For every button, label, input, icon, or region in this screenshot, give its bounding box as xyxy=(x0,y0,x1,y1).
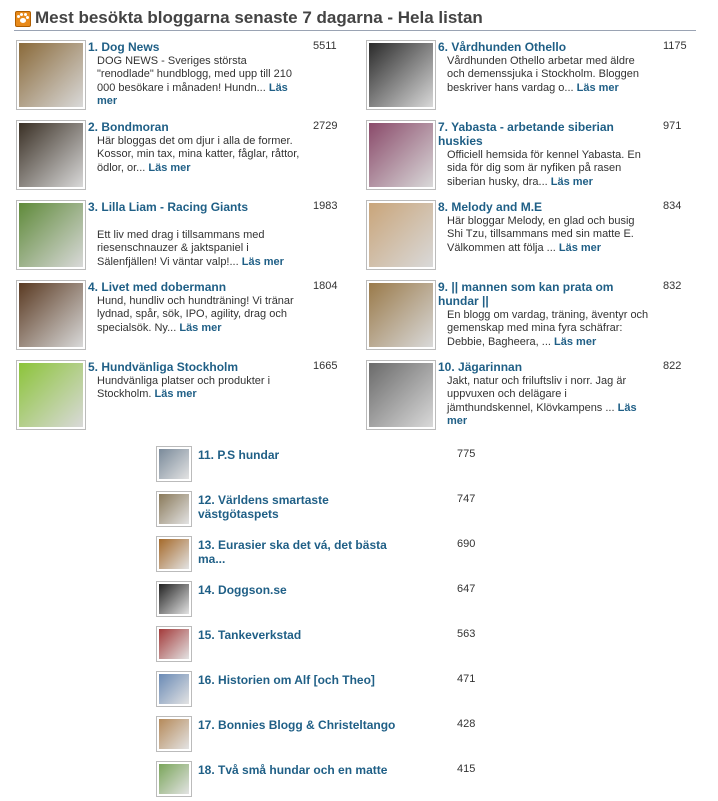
list-item xyxy=(156,538,496,576)
rank-number: 11. xyxy=(198,448,215,462)
blog-title-link[interactable] xyxy=(198,673,408,687)
shih-tzu-thumbnail[interactable] xyxy=(366,200,436,270)
blog-description: Hund, hundliv och hundträning! Vi tränar lydnad, spår, sök, IPO, agility, drag och specialsök. Ny... Läs mer xyxy=(97,295,294,334)
blog-description: Hundvänliga platser och produkter i Stockholm. Läs mer xyxy=(97,375,271,401)
woman-with-husky-thumbnail[interactable] xyxy=(366,120,436,190)
read-more-link[interactable]: Läs mer xyxy=(179,321,222,334)
read-more-link[interactable]: Läs mer xyxy=(154,388,197,401)
blog-title-link[interactable] xyxy=(88,120,300,134)
read-more-link[interactable]: Läs mer xyxy=(576,81,619,94)
blog-description: En blogg om vardag, träning, äventyr och gemenskap med mina fyra schäfrar: Debbie, Bagheera, ... Läs mer xyxy=(447,309,649,348)
blog-card xyxy=(16,200,356,276)
visit-count: 415 xyxy=(457,763,476,775)
blog-name[interactable]: Dog News xyxy=(101,40,160,54)
visit-count: 1175 xyxy=(663,40,687,52)
blog-description: Officiell hemsida för kennel Yabasta. En sida för dig som är nyfiken på rasen siberian husky, dra... Läs mer xyxy=(447,149,641,188)
rank-number: 3. xyxy=(88,200,99,214)
read-more-link[interactable]: Läs mer xyxy=(550,175,593,188)
blog-title-link[interactable] xyxy=(198,583,408,597)
list-item xyxy=(156,583,496,621)
blog-title-link[interactable] xyxy=(88,360,300,374)
read-more-link[interactable]: Läs mer xyxy=(148,161,191,174)
doggson-logo-thumbnail[interactable] xyxy=(156,581,192,617)
blog-name[interactable]: P.S hundar xyxy=(217,448,280,462)
blog-title-link[interactable] xyxy=(198,448,408,462)
blog-description: Här bloggas det om djur i alla de former. Kossor, min tax, mina katter, fåglar, råttor, ödlor, or... Läs mer xyxy=(97,135,300,174)
blog-title-link[interactable] xyxy=(88,40,300,54)
list-item xyxy=(156,673,496,711)
blog-name[interactable]: Historien om Alf [och Theo] xyxy=(218,673,375,687)
blog-name[interactable]: Yabasta - arbetande siberian huskies xyxy=(438,120,614,148)
rank-number: 2. xyxy=(88,120,99,134)
rank-number: 6. xyxy=(438,40,449,54)
visit-count: 5511 xyxy=(313,40,337,52)
blog-title-link[interactable] xyxy=(88,280,300,294)
visit-count: 690 xyxy=(457,538,476,550)
read-more-link[interactable]: Läs mer xyxy=(241,255,284,268)
rank-number: 18. xyxy=(198,763,215,777)
rank-number: 8. xyxy=(438,200,449,214)
blog-name[interactable]: Eurasier ska det vá, det bästa ma... xyxy=(198,538,387,566)
list-item xyxy=(156,763,496,801)
blog-card xyxy=(366,200,706,276)
blog-description: Här bloggar Melody, en glad och busig Shi Tzu, tillsammans med sin matte E. Välkommen att följa ... Läs mer xyxy=(447,215,635,254)
blog-card xyxy=(366,280,706,356)
border-collie-thumbnail[interactable] xyxy=(366,40,436,110)
read-more-link[interactable]: Läs mer xyxy=(97,81,288,108)
visit-count: 822 xyxy=(663,360,682,372)
rank-number: 15. xyxy=(198,628,215,642)
blog-card xyxy=(16,280,356,356)
dogs-running-grass-thumbnail[interactable] xyxy=(16,200,86,270)
blog-title-link[interactable] xyxy=(198,538,408,566)
rank-number: 14. xyxy=(198,583,215,597)
blog-card xyxy=(366,120,706,196)
blog-title-link[interactable] xyxy=(438,120,650,148)
blog-card xyxy=(16,40,356,116)
blog-description: Jakt, natur och friluftsliv i norr. Jag är uppvuxen och delägare i jämthundskennel, Klövkampens ... Läs mer xyxy=(447,375,637,428)
blog-name[interactable]: Livet med dobermann xyxy=(101,280,227,294)
group-photo-thumbnail[interactable] xyxy=(156,446,192,482)
blog-name[interactable]: Två små hundar och en matte xyxy=(218,763,388,777)
page-header xyxy=(14,8,696,31)
german-shepherd-ball-thumbnail[interactable] xyxy=(366,280,436,350)
rank-number: 16. xyxy=(198,673,215,687)
blog-name[interactable]: Doggson.se xyxy=(218,583,287,597)
blog-name[interactable]: Melody and M.E xyxy=(451,200,543,214)
paw-icon xyxy=(15,11,31,27)
blog-name[interactable]: Vårdhunden Othello xyxy=(451,40,567,54)
blog-title-link[interactable] xyxy=(438,40,650,54)
blog-title-link[interactable] xyxy=(198,763,408,777)
rank-number: 10. xyxy=(438,360,455,374)
blog-title-link[interactable] xyxy=(198,493,408,521)
blog-description: Ett liv med drag i tillsammans med riesenschnauzer & jaktspaniel i Sälenfjällen! Vi väntar valp!... Läs mer xyxy=(97,229,284,268)
blog-title-link[interactable] xyxy=(438,280,650,308)
dog-and-cat-thumbnail[interactable] xyxy=(16,120,86,190)
dog-brown-puppy-thumbnail[interactable] xyxy=(16,40,86,110)
blog-name[interactable]: Världens smartaste västgötaspets xyxy=(198,493,329,521)
read-more-link[interactable]: Läs mer xyxy=(447,401,637,428)
rank-number: 7. xyxy=(438,120,449,134)
blog-name[interactable]: Hundvänliga Stockholm xyxy=(101,360,239,374)
list-item xyxy=(156,718,496,756)
rank-number: 12. xyxy=(198,493,215,507)
blog-card xyxy=(16,120,356,196)
visit-count: 563 xyxy=(457,628,476,640)
blog-name[interactable]: Tankeverkstad xyxy=(218,628,302,642)
eurasier-dogs-thumbnail[interactable] xyxy=(156,536,192,572)
visit-count: 832 xyxy=(663,280,682,292)
blog-card xyxy=(366,40,706,116)
dog-outdoor-thumbnail[interactable] xyxy=(156,716,192,752)
visit-count: 428 xyxy=(457,718,476,730)
list-item xyxy=(156,493,496,531)
visit-count: 971 xyxy=(663,120,682,132)
blog-name[interactable]: Bondmoran xyxy=(101,120,169,134)
read-more-link[interactable]: Läs mer xyxy=(554,335,597,348)
blog-title-link[interactable] xyxy=(198,718,408,732)
small-dog-thumbnail[interactable] xyxy=(156,491,192,527)
rank-number: 17. xyxy=(198,718,215,732)
blog-name[interactable]: Jägarinnan xyxy=(458,360,523,374)
visit-count: 471 xyxy=(457,673,476,685)
hundvanliga-logo-thumbnail[interactable] xyxy=(16,360,86,430)
rank-number: 9. xyxy=(438,280,449,294)
blog-card xyxy=(16,360,356,436)
rank-number: 4. xyxy=(88,280,99,294)
visit-count: 1804 xyxy=(313,280,338,292)
two-small-dogs-thumbnail[interactable] xyxy=(156,761,192,797)
visit-count: 834 xyxy=(663,200,682,212)
rank-number: 1. xyxy=(88,40,99,54)
list-item xyxy=(156,448,496,486)
blog-name[interactable]: || mannen som kan prata om hundar || xyxy=(438,280,614,308)
jamthund-thumbnail[interactable] xyxy=(366,360,436,430)
visit-count: 775 xyxy=(457,448,476,460)
blog-title-link[interactable] xyxy=(198,628,408,642)
blog-title-link[interactable] xyxy=(438,200,650,214)
visit-count: 2729 xyxy=(313,120,338,132)
list-item xyxy=(156,628,496,666)
blog-name[interactable]: Lilla Liam - Racing Giants xyxy=(101,200,249,214)
visit-count: 747 xyxy=(457,493,476,505)
blog-name[interactable]: Bonnies Blogg & Christeltango xyxy=(218,718,396,732)
dobermann-head-thumbnail[interactable] xyxy=(16,280,86,350)
dog-jumping-thumbnail[interactable] xyxy=(156,671,192,707)
read-more-link[interactable]: Läs mer xyxy=(558,241,602,254)
rank-number: 5. xyxy=(88,360,99,374)
blog-description: DOG NEWS - Sveriges största "renodlade" hundblogg, med upp till 210 000 besökare i månaden! Hundn... Läs mer xyxy=(97,55,292,108)
visit-count: 647 xyxy=(457,583,476,595)
blog-card xyxy=(366,360,706,436)
blog-title-link[interactable] xyxy=(88,200,300,214)
page-title: Mest besökta bloggarna senaste 7 dagarna - Hela listan xyxy=(35,8,483,27)
people-group-thumbnail[interactable] xyxy=(156,626,192,662)
visit-count: 1665 xyxy=(313,360,338,372)
rank-number: 13. xyxy=(198,538,215,552)
visit-count: 1983 xyxy=(313,200,338,212)
blog-description: Vårdhunden Othello arbetar med äldre och demenssjuka i Stockholm. Bloggen beskriver hans vardag o... Läs mer xyxy=(447,55,639,94)
blog-title-link[interactable] xyxy=(438,360,650,374)
